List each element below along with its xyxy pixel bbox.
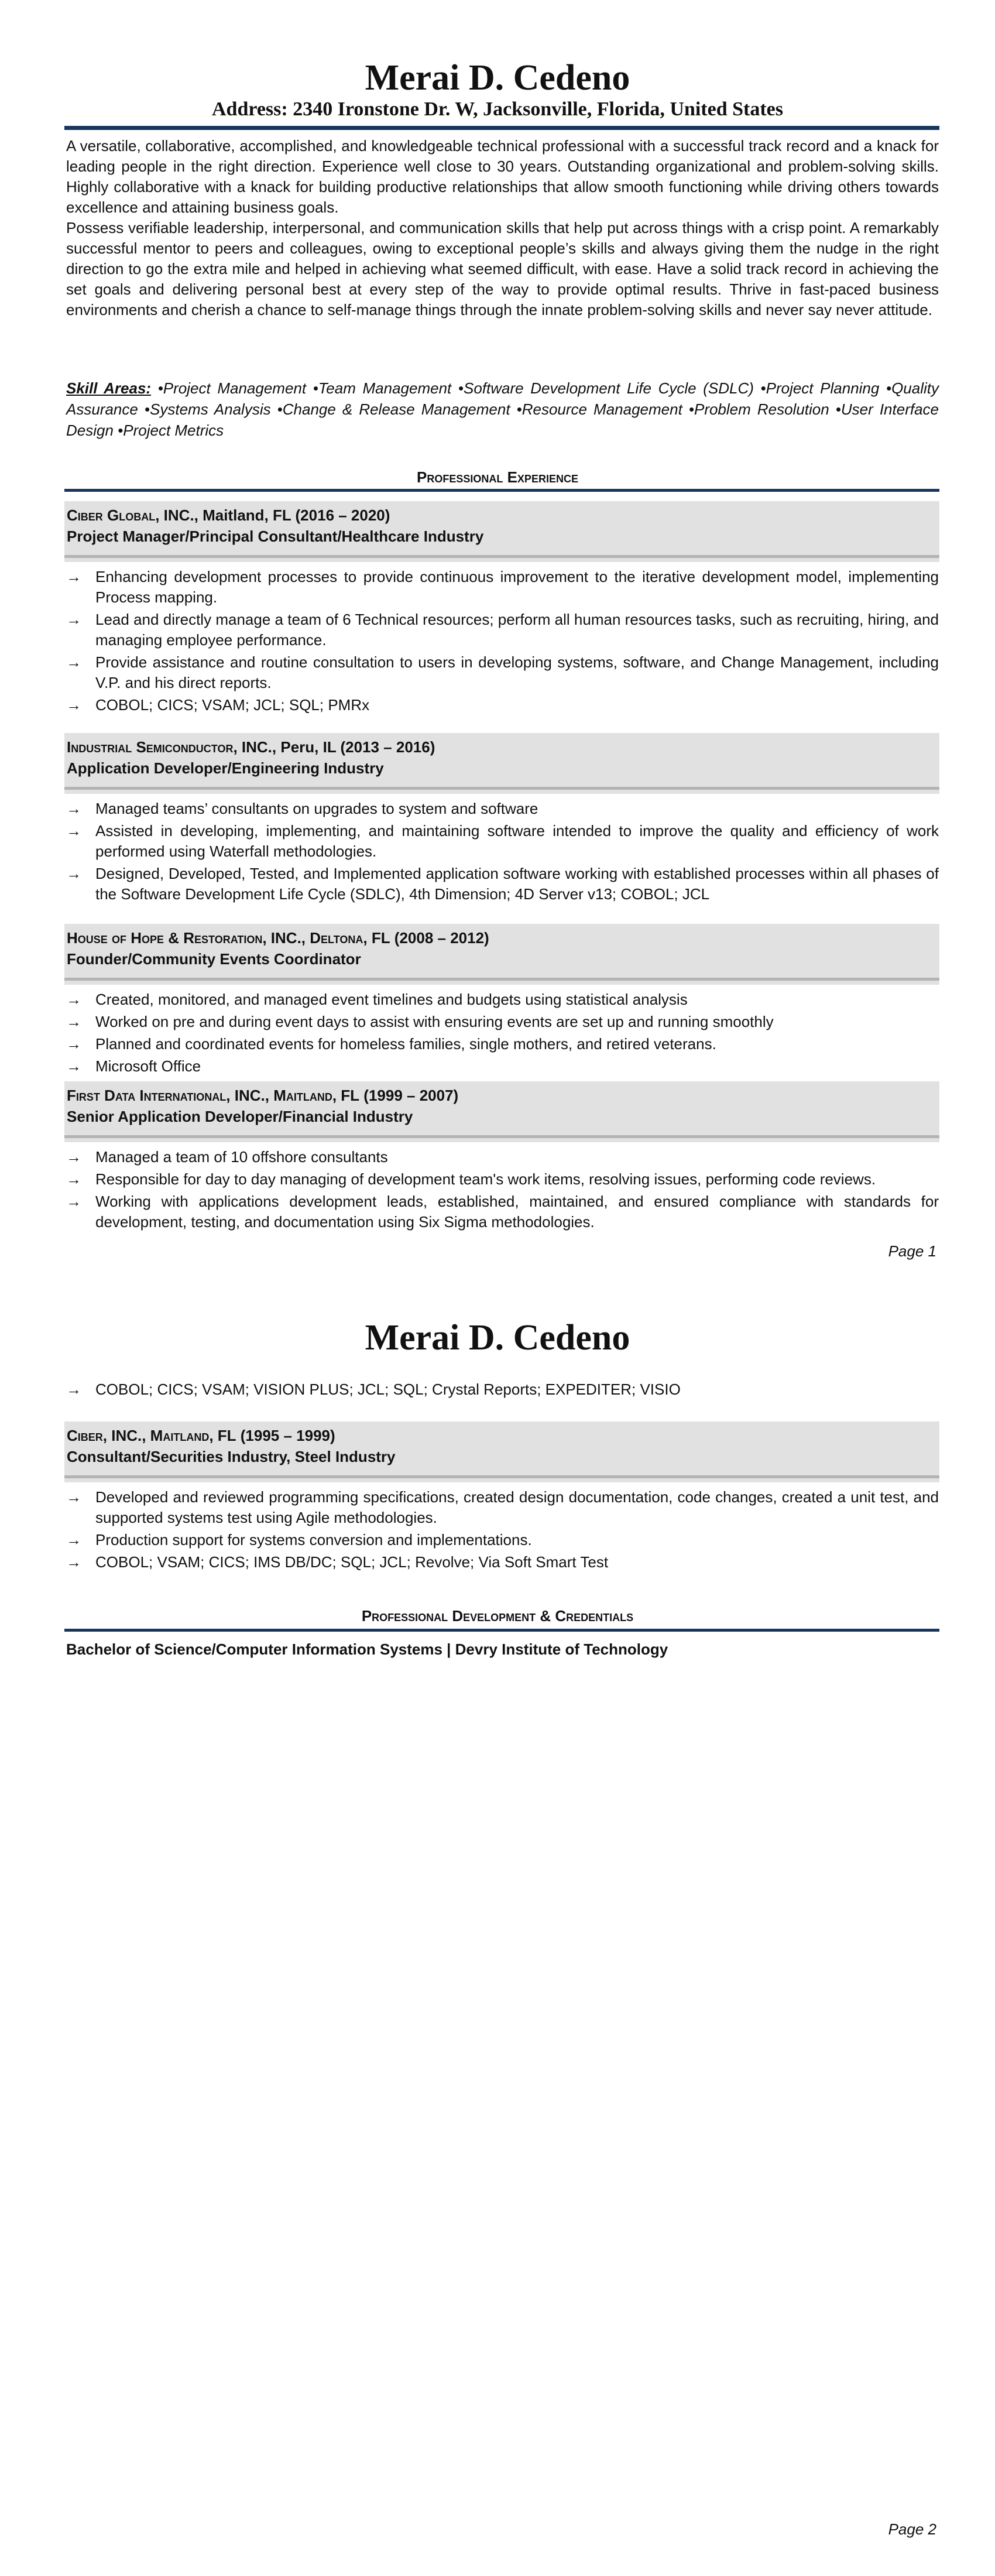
job-header xyxy=(64,1081,939,1142)
page-number: Page 1 xyxy=(888,1242,936,1260)
arrow-icon: → xyxy=(66,1013,81,1030)
arrow-icon: → xyxy=(66,1531,81,1549)
header-divider xyxy=(64,126,939,130)
list-item: → Designed, Developed, Tested, and Implemented application software working with established processes within all phases of the Software Development Life Cycle (SDLC), 4th Dimension; 4D Server v13; COBOL; JCL xyxy=(66,865,939,903)
list-item: → Provide assistance and routine consultation to users in developing systems, software, and Change Management, including V.P. and his direct reports. xyxy=(66,653,939,691)
arrow-icon: → xyxy=(66,696,81,714)
list-item: → Enhancing development processes to provide continuous improvement to the iterative development model, implementing Process mapping. xyxy=(66,568,939,606)
list-item: → Planned and coordinated events for homeless families, single mothers, and retired veterans. xyxy=(66,1034,939,1054)
list-item: → Assisted in developing, implementing, and maintaining software intended to improve the quality and efficiency of work performed using Waterfall methodologies. xyxy=(66,822,939,860)
list-item: → Worked on pre and during event days to assist with ensuring events are set up and running smoothly xyxy=(66,1012,939,1032)
list-item: → Created, monitored, and managed event timelines and budgets using statistical analysis xyxy=(66,989,939,1010)
header-underline xyxy=(64,787,939,790)
candidate-name: Merai D. Cedeno xyxy=(365,58,630,98)
summary-paragraph: Possess verifiable leadership, interpersonal, and communication skills that help put across things with a crisp point. A remarkably successful mentor to peers and colleagues, owing to exceptional people’s skills and always giving them the nudge in the right direction to go the extra mile and helped in achieving what seemed difficult, with ease. Have a solid track record in achieving the set goals and delivering personal best at every step of the way to provide optimal results. Thrive in fast-paced business environments and cherish a chance to self-manage things through the innate problem-solving skills and never say never attitude. xyxy=(66,219,939,318)
company-name: Industrial Semiconductor, INC., xyxy=(67,738,277,756)
company-location-dates: (1995 – 1999) xyxy=(236,1427,335,1444)
address: Address: 2340 Ironstone Dr. W, Jacksonville, Florida, United States xyxy=(211,98,784,120)
arrow-icon: → xyxy=(66,865,81,882)
section-divider xyxy=(64,1629,939,1632)
section-title-credentials: Professional Development & Credentials xyxy=(361,1607,634,1625)
job-title: Senior Application Developer/Financial Industry xyxy=(67,1108,413,1125)
section-title-experience: Professional Experience xyxy=(417,468,578,486)
list-item: → Responsible for day to day managing of development team's work items, resolving issues, performing code reviews. xyxy=(66,1169,939,1190)
job-header xyxy=(64,924,939,985)
skill-areas-list: •Project Management •Team Management •Software Development Life Cycle (SDLC) •Project Planning •Quality Assurance •Systems Analysis •Change & Release Management •Resource Management •Problem Resolution •User Interface Design •Project Metrics xyxy=(66,379,939,439)
job-bullets xyxy=(66,799,939,906)
list-item: → Production support for systems conversion and implementations. xyxy=(66,1530,939,1550)
summary-paragraph: A versatile, collaborative, accomplished, and knowledgeable technical professional with a successful track record and a knack for leading people in the right direction. Experience well close to 30 years. Outstanding organizational and problem-solving skills. Highly collaborative with a knack for building productive relationships that allow smooth functioning while driving others towards excellence and attaining business goals. xyxy=(66,137,939,216)
arrow-icon: → xyxy=(66,1035,81,1053)
arrow-icon: → xyxy=(66,1170,81,1188)
arrow-icon: → xyxy=(66,1488,81,1506)
arrow-icon: → xyxy=(66,1193,81,1210)
company-name: First Data International, INC., Maitland, FL xyxy=(67,1087,360,1104)
list-item: → Working with applications development leads, established, maintained, and ensured compliance with standards for development, testing, and documentation using Six Sigma methodologies. xyxy=(66,1193,939,1231)
list-item: → COBOL; VSAM; CICS; IMS DB/DC; SQL; JCL; Revolve; Via Soft Smart Test xyxy=(66,1552,939,1573)
company-name: House of Hope & Restoration, INC., Deltona, FL xyxy=(67,929,390,947)
company-name: Ciber, INC., Maitland, FL xyxy=(67,1427,236,1444)
job-header xyxy=(64,501,939,562)
arrow-icon: → xyxy=(66,568,81,585)
job-bullets xyxy=(66,1487,939,1574)
job-bullets xyxy=(66,567,939,717)
arrow-icon: → xyxy=(66,991,81,1008)
job-bullets xyxy=(66,1147,939,1234)
summary xyxy=(66,136,939,320)
section-divider xyxy=(64,489,939,492)
candidate-name: Merai D. Cedeno xyxy=(365,1318,630,1358)
list-item: → COBOL; CICS; VSAM; JCL; SQL; PMRx xyxy=(66,695,939,715)
list-item: → COBOL; CICS; VSAM; VISION PLUS; JCL; SQL; Crystal Reports; EXPEDITER; VISIO xyxy=(66,1379,939,1400)
header-underline xyxy=(64,1135,939,1138)
company-location-dates: (2008 – 2012) xyxy=(390,929,489,947)
arrow-icon: → xyxy=(66,800,81,817)
arrow-icon: → xyxy=(66,1148,81,1166)
arrow-icon: → xyxy=(66,1057,81,1075)
company-name: Ciber Global, INC., xyxy=(67,506,198,524)
header-underline xyxy=(64,1475,939,1478)
list-item: → Managed teams’ consultants on upgrades to system and software xyxy=(66,799,939,819)
degree: Bachelor of Science/Computer Information Systems | Devry Institute of Technology xyxy=(66,1640,668,1658)
company-location-dates: Maitland, FL (2016 – 2020) xyxy=(198,506,390,524)
job-header xyxy=(64,1421,939,1482)
page-number: Page 2 xyxy=(888,2520,936,2538)
skill-areas-label: Skill Areas: xyxy=(66,379,152,397)
header-underline xyxy=(64,978,939,981)
arrow-icon: → xyxy=(66,653,81,671)
header-underline xyxy=(64,555,939,558)
job-header xyxy=(64,733,939,794)
company-location-dates: Peru, IL (2013 – 2016) xyxy=(276,738,435,756)
job-title: Founder/Community Events Coordinator xyxy=(67,950,361,968)
arrow-icon: → xyxy=(66,1381,81,1398)
job-title: Application Developer/Engineering Industry xyxy=(67,759,384,777)
skill-areas xyxy=(66,378,939,441)
company-location-dates: (1999 – 2007) xyxy=(359,1087,459,1104)
job-title: Consultant/Securities Industry, Steel Industry xyxy=(67,1448,396,1465)
arrow-icon: → xyxy=(66,822,81,840)
job-title: Project Manager/Principal Consultant/Healthcare Industry xyxy=(67,527,484,545)
arrow-icon: → xyxy=(66,1553,81,1571)
list-item: → Lead and directly manage a team of 6 Technical resources; perform all human resources tasks, such as recruiting, hiring, and managing employee performance. xyxy=(66,611,939,649)
list-item: → Microsoft Office xyxy=(66,1056,939,1077)
list-item: → Managed a team of 10 offshore consultants xyxy=(66,1147,939,1167)
continued-list xyxy=(66,1379,939,1402)
arrow-icon: → xyxy=(66,611,81,628)
job-bullets xyxy=(66,989,939,1078)
list-item: → Developed and reviewed programming specifications, created design documentation, code changes, created a unit test, and supported systems test using Agile methodologies. xyxy=(66,1488,939,1526)
